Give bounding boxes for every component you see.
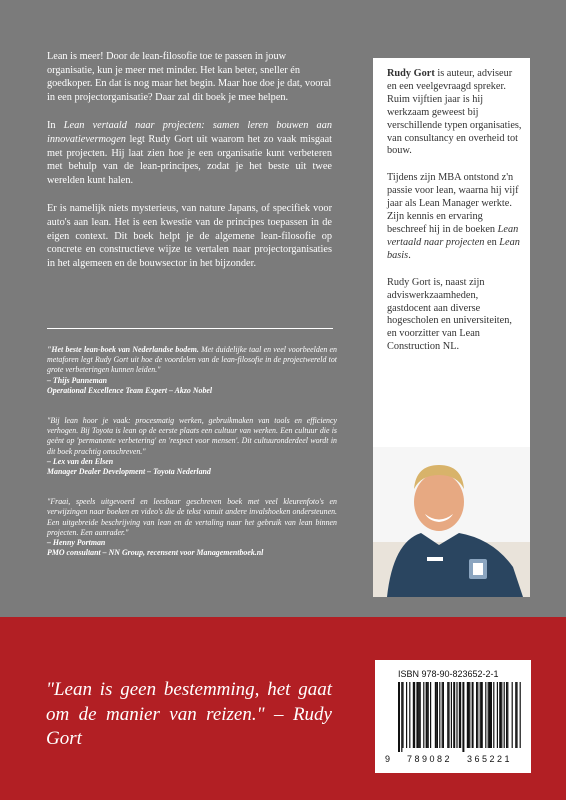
book-title-inline: Lean vertaald naar projecten: samen leren bouwen aan innovatievermogen	[47, 120, 333, 145]
barcode-bar	[480, 682, 481, 748]
barcode-bar	[437, 682, 438, 748]
author-quote	[46, 678, 332, 752]
blurb	[47, 50, 332, 285]
barcode-bar	[462, 682, 464, 752]
blurb-paragraph-1: Lean is meer! Door de lean-filosofie toe te passen in jouw organisatie, kun je meer met minder. Het kan beter, sneller én goedkoper. En dat is nog maar het begin. Maar hoe doe je dat, vooral in een projectorganisatie? Daar zal dit boek je mee helpen.	[47, 51, 332, 103]
barcode-bar	[420, 682, 421, 748]
review-text: Met duidelijke taal en veel voorbeelden en metaforen legt Rudy Gort uit hoe de voordelen van de lean-filosofie in de projectwereld tot grote verbeteringen kunnen leiden."	[47, 345, 337, 375]
reviewer-name: – Lex van den Elsen	[47, 456, 114, 466]
bio-period: .	[408, 249, 411, 261]
book-title-2: Lean basis	[387, 236, 520, 261]
blurb-paragraph-2	[47, 119, 332, 187]
reviews	[47, 345, 337, 578]
barcode-bar	[468, 682, 469, 748]
review-quote	[47, 345, 337, 376]
barcode-bar	[499, 682, 501, 748]
barcode-bar	[430, 682, 431, 748]
barcode-bar	[418, 682, 419, 748]
barcode-digits-left: 789082	[407, 754, 453, 764]
author-bio	[387, 68, 522, 368]
bio-text-2: Tijdens zijn MBA ontstond z'n passie voor lean, waarna hij vijf jaar als Lean Manager werkte. Zijn kennis en ervaring beschreef hij in de boeken	[387, 172, 519, 235]
barcode-bar	[451, 682, 452, 748]
barcode-bar	[489, 682, 490, 748]
reviewer-role: Manager Dealer Development – Toyota Nederland	[47, 467, 211, 477]
barcode-bar	[413, 682, 414, 748]
barcode-bar	[516, 682, 517, 748]
barcode-bar	[469, 682, 470, 748]
reviewer-name: – Thijs Panneman	[47, 375, 108, 385]
review-lead: "Het beste lean-boek van Nederlandse bodem.	[47, 345, 199, 354]
barcode-bar	[398, 682, 400, 752]
barcode-bar	[443, 682, 444, 748]
barcode-bar	[497, 682, 498, 748]
quote-author: – Rudy Gort	[46, 703, 332, 749]
barcode-bar	[520, 682, 521, 748]
barcode-bar	[460, 682, 461, 748]
author-name: Rudy Gort	[387, 68, 435, 79]
author-photo	[373, 447, 530, 597]
barcode-bar	[409, 682, 410, 748]
barcode-bar	[448, 682, 449, 748]
barcode-bar	[506, 682, 507, 748]
review-quote: "Bij lean hoor je vaak: procesmatig werken, gebruikmaken van tools en efficiency verhogen. Bij Toyota is lean op de eerste plaats een cultuur van werken. Een cultuur die is geënt op 'permanente verbetering' en 'respect voor mensen'. Dit cultuuronderdeel wordt in dit boek prachtig omschreven."	[47, 416, 337, 456]
divider	[47, 328, 333, 329]
book-title-1: Lean vertaald naar projecten	[387, 223, 519, 248]
bio-paragraph-1	[387, 68, 522, 158]
p2-rest: legt Rudy Gort uit waarom het zo vaak misgaat met projecten. Hij laat zien hoe je een organisatie kunt verbeteren met behulp van de lean-principes, zodat je het beste uit twee werelden kunt halen.	[47, 133, 332, 186]
barcode-bar	[490, 682, 492, 748]
barcode-bar	[414, 682, 415, 748]
barcode-bar	[507, 682, 508, 748]
barcode-bar	[459, 682, 460, 748]
barcode-bar	[442, 682, 443, 748]
bio-text-1: is auteur, adviseur en een veelgevraagd spreker. Ruim vijftien jaar is hij werkzaam geweest bij verschillende typen organisaties, van consultancy en overheid tot bouw.	[387, 68, 522, 157]
bio-paragraph-2	[387, 172, 522, 262]
blurb-paragraph-3: Er is namelijk niets mysterieus, van nature Japans, of specifiek voor auto's aan lean. Het is een kwestie van de principes toepassen in de eigen context. Dit boek helpt je de algemene lean-filosofie op concrete en constructieve wijze te vertalen naar projectorganisaties in het algemeen en de bouwsector in het bijzonder.	[47, 203, 332, 269]
barcode-bar	[472, 682, 474, 748]
barcode-bar	[447, 682, 448, 748]
barcode-bar	[512, 682, 513, 748]
barcode-bar	[402, 682, 403, 748]
barcode-bar	[401, 682, 402, 752]
barcode-bar	[501, 682, 502, 748]
review	[47, 416, 337, 477]
barcode-bar	[515, 682, 516, 748]
barcode-digits-right: 365221	[467, 754, 513, 764]
review-quote: "Fraai, speels uitgevoerd en leesbaar geschreven boek met veel kleurenfoto's en verwijzingen naar boeken en video's die de tekst vanuit andere invalshoeken ondersteunen. Een uitgebreide beschrijving van lean en de vertaling naar het gebruik van lean binnen projecten. Een aanrader."	[47, 497, 337, 537]
barcode	[398, 682, 522, 752]
review	[47, 497, 337, 558]
barcode-bar	[428, 682, 429, 748]
reviewer-role: PMO consultant – NN Group, recensent voor Managementboek.nl	[47, 548, 264, 558]
barcode-bar	[439, 682, 440, 748]
barcode-bar	[426, 682, 428, 748]
barcode-bar	[423, 682, 424, 748]
author-portrait-illustration	[373, 447, 530, 597]
review	[47, 345, 337, 396]
barcode-bar	[435, 682, 437, 748]
isbn-label: ISBN 978-90-823652-2-1	[398, 669, 499, 679]
barcode-bar	[416, 682, 418, 748]
barcode-bar	[456, 682, 457, 748]
p2-prefix: In	[47, 120, 64, 132]
reviewer-role: Operational Excellence Team Expert – Akzo Nobel	[47, 385, 213, 395]
quote-text: "Lean is geen bestemming, het gaat om de manier van reizen."	[46, 679, 332, 725]
reviewer-name: – Henny Portman	[47, 538, 106, 548]
barcode-digit-lead: 9	[385, 754, 391, 764]
bio-paragraph-3: Rudy Gort is, naast zijn adviswerkzaamheden, gastdocent aan diverse hogescholen en universiteiten, en voorzitter van Lean Construction NL.	[387, 276, 512, 353]
barcode-bar	[488, 682, 489, 748]
barcode-bar	[504, 682, 505, 748]
barcode-bar	[485, 682, 486, 748]
barcode-bar	[467, 682, 468, 748]
barcode-bar	[476, 682, 477, 748]
barcode-bar	[493, 682, 494, 748]
barcode-bar	[406, 682, 407, 748]
barcode-bar	[477, 682, 478, 748]
barcode-bar	[453, 682, 455, 748]
bio-joiner: en	[484, 236, 500, 248]
barcode-bar	[481, 682, 483, 748]
